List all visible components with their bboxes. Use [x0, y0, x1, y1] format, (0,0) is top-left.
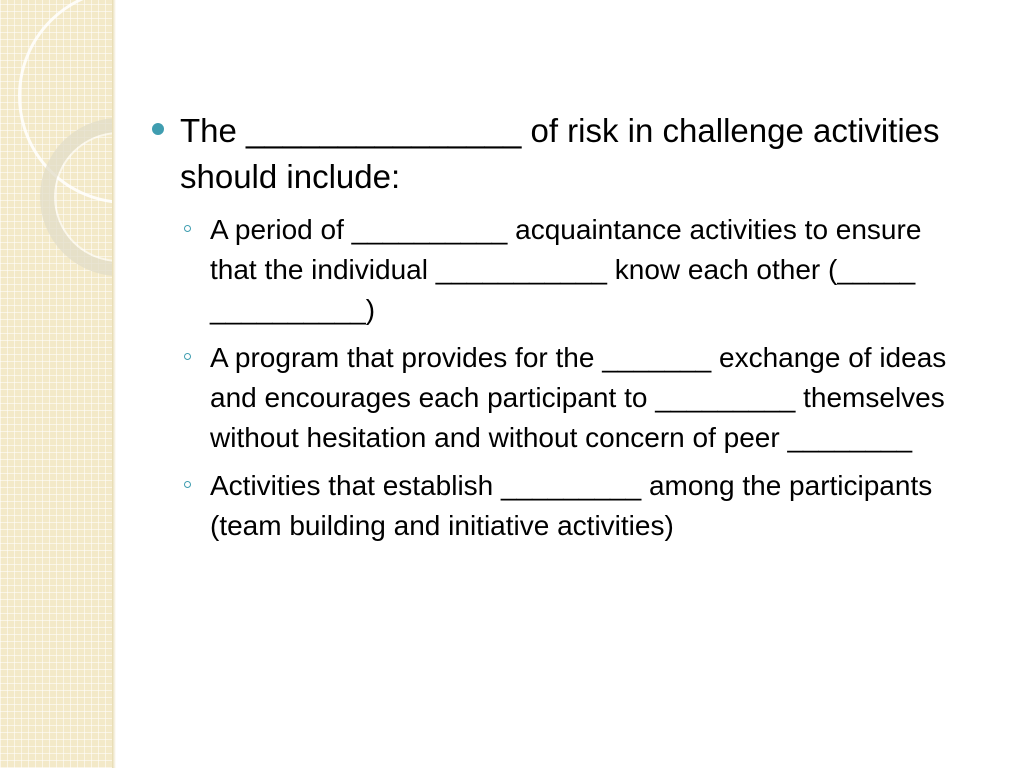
ring-bullet-icon [184, 225, 191, 232]
sub-bullet [180, 210, 970, 330]
bullet-dot-icon [152, 123, 164, 135]
sub-bullet-text: A program that provides for the _______ exchange of ideas and encourages each participant to _________ themselves without hesitation and without concern of peer ________ [210, 342, 947, 453]
sidebar-divider [112, 0, 116, 768]
decorative-sidebar [0, 0, 112, 768]
sub-bullet-text: A period of __________ acquaintance activities to ensure that the individual ___________ know each other (_____ __________) [210, 214, 922, 325]
main-bullet [150, 108, 970, 200]
sub-bullet-text: Activities that establish _________ among the participants (team building and initiative activities) [210, 470, 933, 541]
ring-bullet-icon [184, 353, 191, 360]
ring-bullet-icon [184, 481, 191, 488]
sub-bullet [180, 466, 970, 546]
main-bullet-text: The _______________ of risk in challenge activities should include: [180, 112, 940, 195]
slide-content [150, 108, 970, 554]
sub-bullet [180, 338, 970, 458]
sub-bullet-list [180, 210, 970, 546]
